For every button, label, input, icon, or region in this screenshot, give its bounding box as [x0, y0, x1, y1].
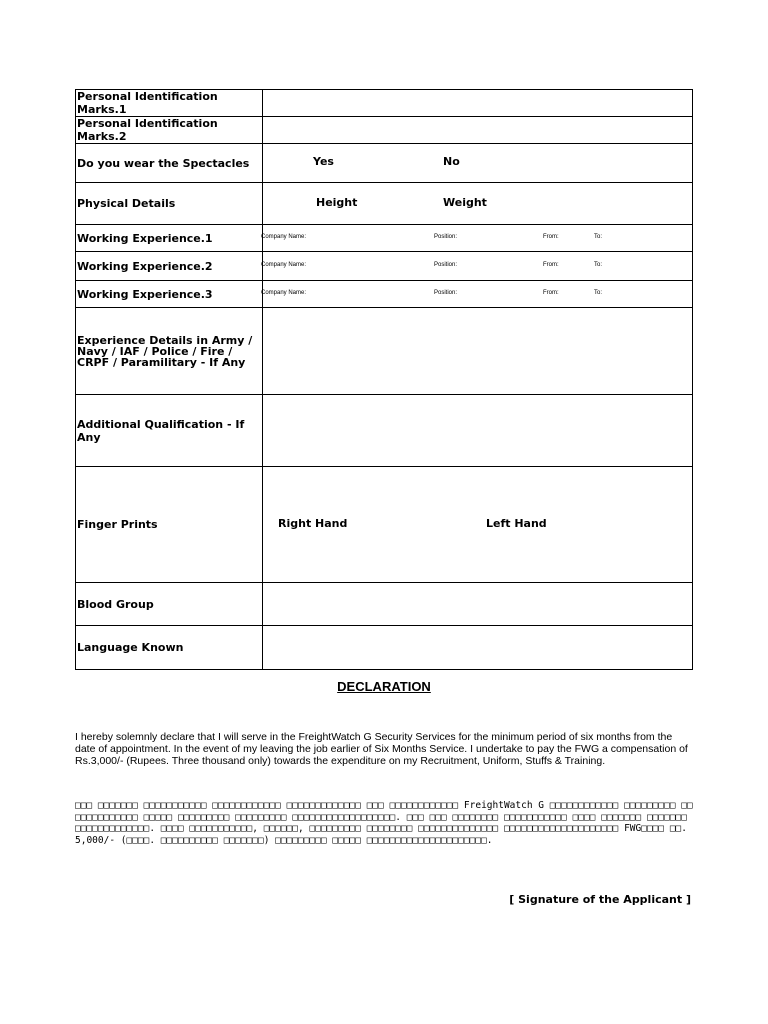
right-hand-label: Right Hand — [278, 517, 348, 530]
company-name-label: Company Name: — [261, 290, 307, 296]
to-label: To: — [594, 290, 603, 296]
language-known-label: Language Known — [76, 626, 263, 670]
work-experience-3-label: Working Experience.3 — [76, 281, 263, 308]
table-row — [76, 144, 693, 183]
weight-label: Weight — [443, 196, 487, 209]
table-row — [76, 281, 693, 308]
company-name-label: Company Name: — [261, 234, 307, 240]
spectacles-field[interactable] — [263, 144, 693, 183]
table-row — [76, 308, 693, 395]
table-row — [76, 225, 693, 252]
left-hand-label: Left Hand — [486, 517, 547, 530]
additional-qualification-label: Additional Qualification - If Any — [76, 395, 263, 467]
spectacles-yes-option[interactable]: Yes — [313, 155, 334, 168]
work-experience-1-field[interactable] — [263, 225, 693, 252]
table-row — [76, 183, 693, 225]
work-experience-2-field[interactable] — [263, 252, 693, 281]
application-form-table — [75, 89, 693, 670]
declaration-title: DECLARATION — [337, 679, 431, 694]
physical-details-label: Physical Details — [76, 183, 263, 225]
declaration-english-text: I hereby solemnly declare that I will serve in the FreightWatch G Security Services for the minimum period of six months from the date of appointment. In the event of my leaving the job earlier of Six Months Service. I undertake to pay the FWG a compensation of Rs.3,000/- (Rupees. Three thousand only) towards the expenditure on my Recruitment, Uniform, Stuffs & Training. — [75, 731, 688, 767]
work-experience-1-label: Working Experience.1 — [76, 225, 263, 252]
work-experience-2-label: Working Experience.2 — [76, 252, 263, 281]
signature-label: [ Signature of the Applicant ] — [509, 893, 691, 906]
blood-group-field[interactable] — [263, 583, 693, 626]
company-name-label: Company Name: — [261, 262, 307, 268]
table-row — [76, 467, 693, 583]
finger-prints-label: Finger Prints — [76, 467, 263, 583]
additional-qualification-field[interactable] — [263, 395, 693, 467]
position-label: Position: — [434, 290, 458, 296]
position-label: Position: — [434, 262, 458, 268]
language-known-field[interactable] — [263, 626, 693, 670]
declaration-local-text: □□□ □□□□□□□ □□□□□□□□□□□ □□□□□□□□□□□□ □□□□□□□□□□□□□ □□□ □□□□□□□□□□□□ FreightWatch G □□□□□□□□□□□□ □□□□□□□□□ □□□□□□□□□□□□□ □□□□□ □□□□□□□□□ □□□□□□□□□ □□□□□□□□□□□□□□□□□□. □□□ □□□ □□□□□□□□ □□□□□□□□□□□ □□□□ □□□□□□□ □□□□□□□ □□□□□□□□□□□□□. □□□□ □□□□□□□□□□□, □□□□□□, □□□□□□□□□ □□□□□□□□ □□□□□□□□□□□□□□ □□□□□□□□□□□□□□□□□□□□ FWG□□□□ □□.5,000/- (□□□□. □□□□□□□□□□ □□□□□□□) □□□□□□□□□ □□□□□ □□□□□□□□□□□□□□□□□□□□□. — [75, 800, 693, 846]
to-label: To: — [594, 234, 603, 240]
forces-experience-label — [76, 308, 263, 395]
finger-prints-field[interactable] — [263, 467, 693, 583]
from-label: From: — [543, 290, 559, 296]
forces-experience-field[interactable] — [263, 308, 693, 395]
spectacles-no-option[interactable]: No — [443, 155, 460, 168]
id-mark-2-field[interactable] — [263, 117, 693, 144]
id-mark-2-label: Personal Identification Marks.2 — [76, 117, 263, 144]
table-row — [76, 626, 693, 670]
id-mark-1-label: Personal Identification Marks.1 — [76, 90, 263, 117]
table-row — [76, 252, 693, 281]
spectacles-label: Do you wear the Spectacles — [76, 144, 263, 183]
work-experience-3-field[interactable] — [263, 281, 693, 308]
position-label: Position: — [434, 234, 458, 240]
blood-group-label: Blood Group — [76, 583, 263, 626]
from-label: From: — [543, 262, 559, 268]
height-label: Height — [316, 196, 358, 209]
table-row — [76, 117, 693, 144]
to-label: To: — [594, 262, 603, 268]
forces-experience-text: Experience Details in Army / Navy / IAF / Police / Fire / CRPF / Paramilitary - If Any — [77, 333, 253, 369]
physical-details-field[interactable] — [263, 183, 693, 225]
from-label: From: — [543, 234, 559, 240]
id-mark-1-field[interactable] — [263, 90, 693, 117]
table-row — [76, 583, 693, 626]
table-row — [76, 90, 693, 117]
table-row — [76, 395, 693, 467]
